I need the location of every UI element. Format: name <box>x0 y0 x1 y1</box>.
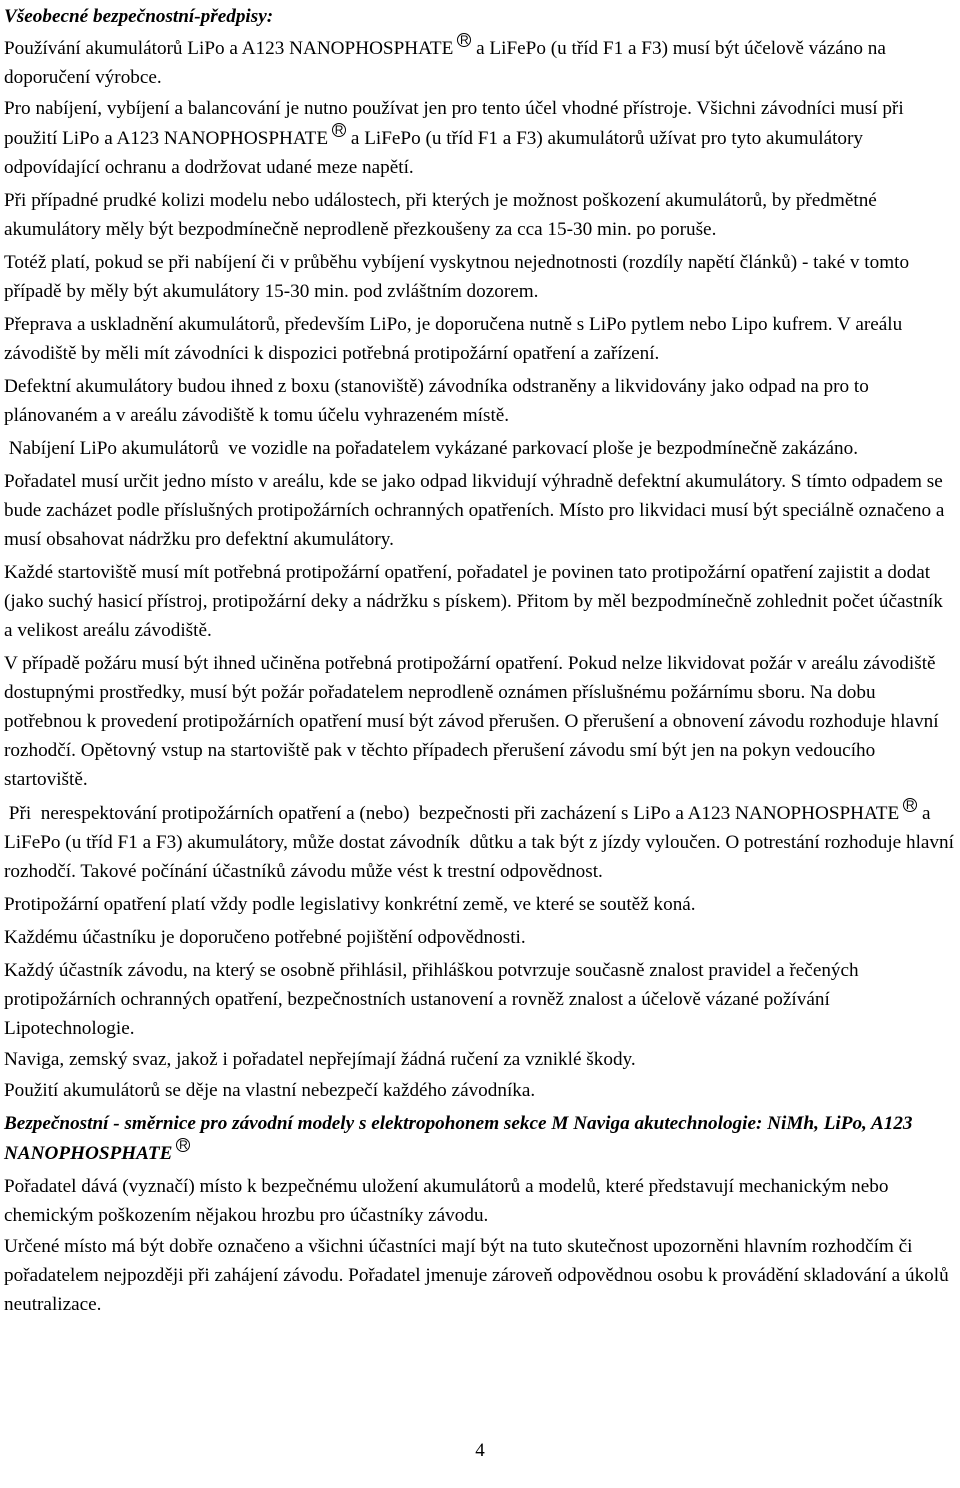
paragraph-collision: Při případné prudké kolizi modelu nebo událostech, při kterých je možnost poškození akumulátorů, by předmětné akumulátory měly být bezpodmínečně neprodleně přezkoušeny za cca 15-30 min. po poruše. <box>4 190 877 240</box>
paragraph-penalty <box>4 798 959 886</box>
paragraph-disposal-site: Pořadatel musí určit jedno místo v areálu, kde se jako odpad likvidují výhradně defektní akumulátory. S tímto odpadem se bude zacházet podle příslušných protipožárních ochranných opatřeních. Místo pro likvidaci musí být speciálně označeno a musí obsahovat nádržku pro defektní akumulátory. <box>4 471 945 550</box>
paragraph-penalty-text: Při nerespektování protipožárních opatření a (nebo) bezpečnosti při zacházení s LiPo a A123 NANOPHOSPHATE <box>4 803 900 824</box>
paragraph-charging-text: Pro nabíjení, vybíjení a balancování je nutno používat jen pro tento účel vhodné přístroje. Všichni závodníci musí při použití LiPo a A123 NANOPHOSPHATE <box>4 98 904 149</box>
paragraph-charging-text-cont: a LiFePo (u tříd F1 a F3) akumulátorů užívat pro tyto akumulátory odpovídající ochranu a dodržovat udané meze napětí. <box>4 128 863 178</box>
paragraph-insurance: Každému účastníku je doporučeno potřebné pojištění odpovědnosti. <box>4 927 526 948</box>
paragraph-transport-storage: Přeprava a uskladnění akumulátorů, především LiPo, je doporučena nutně s LiPo pytlem nebo Lipo kufrem. V areálu závodiště by měli mít závodníci k dispozici potřebná protipožární opatření a zařízení. <box>4 314 903 364</box>
paragraph-defective-removal: Defektní akumulátory budou ihned z boxu (stanoviště) závodníka odstraněny a likvidovány jako odpad na pro to plánovaném a v areálu závodiště k tomu účelu vyhrazeném místě. <box>4 376 869 426</box>
paragraph-legislation: Protipožární opatření platí vždy podle legislativy konkrétní země, ve které se soutěž koná. <box>4 894 696 915</box>
page-number: 4 <box>475 1440 485 1461</box>
section-heading-general-safety: Všeobecné bezpečnostní-předpisy: <box>4 6 274 27</box>
paragraph-usage <box>4 33 956 92</box>
registered-mark-icon: R <box>903 798 917 812</box>
paragraph-usage-text-cont: a LiFePo (u tříd F1 a F3) musí být účelově vázáno na doporučení výrobce. <box>4 38 886 88</box>
paragraph-fire: V případě požáru musí být ihned učiněna potřebná protipožární opatření. Pokud nelze likvidovat požár v areálu závodiště dostupnými prostředky, musí být požár pořadatelem neprodleně oznámen příslušnému požárnímu sboru. Na dobu potřebnou k provedení protipožárních opatření musí být závod přerušen. O přerušení a obnovení závodu rozhoduje hlavní rozhodčí. Opětovný vstup na startoviště pak v těchto případech přerušení závodu smí být jen na pokyn vedoucího startoviště. <box>4 653 939 790</box>
paragraph-start-area: Každé startoviště musí mít potřebná protipožární opatření, pořadatel je povinen tato protipožární opatření zajistit a dodat (jako suchý hasicí přístroj, protipožární deky a nádržku s pískem). Přitom by měl bezpodmínečně zohlednit počet účastník a velikost areálu závodiště. <box>4 562 943 641</box>
paragraph-storage-place: Pořadatel dává (vyznačí) místo k bezpečnému uložení akumulátorů a modelů, které představují mechanickým nebo chemickým poškozením nějakou hrozbu pro účastníky závodu. <box>4 1176 889 1226</box>
paragraph-vehicle-charging: Nabíjení LiPo akumulátorů ve vozidle na pořadatelem vykázané parkovací ploše je bezpodmínečně zakázáno. <box>4 438 859 459</box>
registered-mark-icon: R <box>176 1138 190 1152</box>
paragraph-penalty-text-cont: a LiFePo (u tříd F1 a F3) akumulátory, může dostat závodník důtku a tak být z jízdy vyloučen. O potrestání rozhoduje hlavní rozhodčí. Takové počínání účastníků závodu může vést k trestní odpovědnost. <box>4 803 959 882</box>
paragraph-voltage-differences: Totéž platí, pokud se při nabíjení či v průběhu vybíjení vyskytnou nejednotnosti (rozdíly napětí článků) - také v tomto případě by měly být akumulátory 15-30 min. pod zvláštním dozorem. <box>4 252 910 302</box>
paragraph-usage-text: Používání akumulátorů LiPo a A123 NANOPHOSPHATE <box>4 38 454 59</box>
paragraph-liability: Naviga, zemský svaz, jakož i pořadatel nepřejímají žádná ručení za vzniklé škody. <box>4 1049 636 1070</box>
paragraph-acknowledgement: Každý účastník závodu, na který se osobně přihlásil, přihláškou potvrzuje současně znalost pravidel a řečených protipožárních ochranných opatření, bezpečnostních ustanovení a rovněž znalost a účelově vázané požívání Lipotechnologie. <box>4 960 859 1039</box>
paragraph-own-risk: Použití akumulátorů se děje na vlastní nebezpečí každého závodníka. <box>4 1080 536 1101</box>
registered-mark-icon: R <box>332 123 346 137</box>
paragraph-charging <box>4 94 956 182</box>
section-heading-electric-models <box>4 1109 956 1168</box>
registered-mark-icon: R <box>457 33 471 47</box>
section-heading-electric-models-text: Bezpečnostní - směrnice pro závodní modely s elektropohonem sekce M Naviga akutechnologie: NiMh, LiPo, A123 NANOPHOSPHATE <box>4 1113 913 1164</box>
paragraph-marked-place: Určené místo má být dobře označeno a všichni účastníci mají být na tuto skutečnost upozorněni hlavním rozhodčím či pořadatelem nejpozději při zahájení závodu. Pořadatel jmenuje zároveň odpovědnou osobu k provádění skladování a úkolů neutralizace. <box>4 1236 949 1315</box>
document-body <box>4 2 959 1321</box>
